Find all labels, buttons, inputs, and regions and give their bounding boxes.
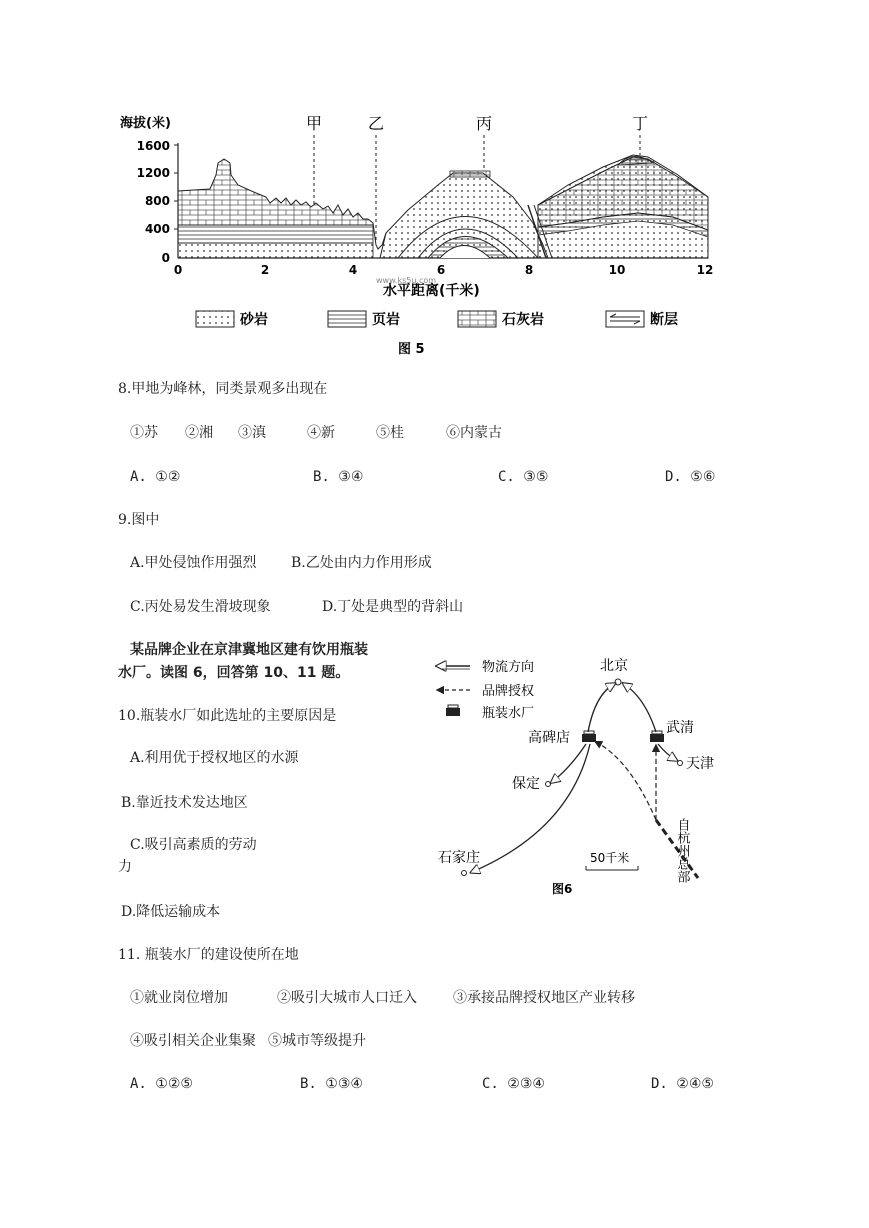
q11-item: ③承接品牌授权地区产业转移: [453, 990, 635, 1006]
q10-option-c-wrap: 力: [118, 859, 132, 875]
q11-option-d[interactable]: D. ②④⑤: [651, 1076, 714, 1092]
q11-stem: 11. 瓶装水厂的建设使所在地: [118, 947, 299, 963]
q8-option-d[interactable]: D. ⑤⑥: [665, 469, 716, 485]
x-tick: 2: [260, 263, 270, 277]
q11-item: ②吸引大城市人口迁入: [277, 990, 417, 1006]
q8-stem: 8.甲地为峰林，同类景观多出现在: [118, 381, 328, 397]
place-jia: 甲: [306, 114, 323, 133]
x-tick: 12: [696, 263, 714, 277]
y-tick: 800: [144, 194, 170, 208]
q10-option-a[interactable]: A.利用优于授权地区的水源: [130, 750, 299, 766]
q9-stem: 9.图中: [118, 512, 160, 528]
x-tick: 0: [173, 263, 183, 277]
x-ticks: [174, 263, 714, 277]
x-tick: 6: [436, 263, 446, 277]
watermark: www.ks5u.com: [376, 276, 437, 285]
figure-6-logistics-map: [430, 650, 740, 910]
y-tick: 1200: [136, 166, 170, 180]
q8-item: ⑤桂: [376, 425, 404, 441]
q10-option-c[interactable]: C.吸引高素质的劳动: [130, 837, 257, 853]
q8-option-b[interactable]: B. ③④: [313, 469, 364, 485]
fig5-legend: [196, 311, 678, 328]
figure-5-geologic-section: [118, 105, 738, 365]
x-tick: 4: [348, 263, 358, 277]
place-gaobeidian: 高碑店: [528, 730, 570, 746]
q11-option-c[interactable]: C. ②③④: [482, 1076, 545, 1092]
q8-item: ①苏: [130, 425, 158, 441]
legend-sandstone: 砂岩: [240, 312, 268, 328]
legend-fault: 断层: [650, 312, 678, 328]
fig5-caption: 图 5: [398, 342, 425, 357]
factory-wuqing: [650, 731, 664, 742]
q8-item: ②湘: [185, 425, 213, 441]
legend-brand: 品牌授权: [482, 684, 535, 699]
q9-option-c[interactable]: C.丙处易发生滑坡现象: [130, 599, 271, 615]
flow-wq-tianjin: [658, 744, 676, 760]
y-ticks: [137, 139, 170, 265]
legend-factory: 瓶装水厂: [482, 706, 535, 721]
q10-option-d[interactable]: D.降低运输成本: [121, 904, 221, 920]
q9-option-b[interactable]: B.乙处由内力作用形成: [291, 555, 432, 571]
legend-logistics: 物流方向: [482, 660, 535, 675]
q9-option-d[interactable]: D.丁处是典型的背斜山: [322, 599, 464, 615]
mountain-ding: [538, 155, 708, 258]
legend-shale: 页岩: [372, 312, 400, 328]
y-tick: 0: [161, 251, 170, 265]
place-baoding: 保定: [512, 776, 540, 792]
place-yi: 乙: [368, 114, 385, 133]
brand-to-gbd: [596, 742, 656, 820]
karst-block: [178, 159, 373, 258]
q11-item: ④吸引相关企业集聚: [130, 1033, 256, 1049]
x-tick: 10: [608, 263, 626, 277]
q8-item: ⑥内蒙古: [446, 425, 502, 441]
q10-stem: 10.瓶装水厂如此选址的主要原因是: [118, 708, 337, 724]
q10-option-b[interactable]: B.靠近技术发达地区: [121, 795, 248, 811]
factory-gaobeidian: [582, 731, 596, 742]
y-axis-label: 海拔(米): [120, 116, 171, 131]
q8-option-a[interactable]: A. ①②: [130, 469, 181, 485]
q11-option-a[interactable]: A. ①②⑤: [130, 1076, 193, 1092]
anticline-bing: [380, 171, 548, 258]
place-ding: 丁: [632, 114, 649, 133]
q11-item: ⑤城市等级提升: [268, 1033, 366, 1049]
flow-gbd-beijing: [588, 684, 614, 732]
y-tick: 1600: [136, 139, 170, 153]
place-beijing: 北京: [600, 658, 628, 674]
svg-text:50千米: 50千米: [590, 851, 630, 865]
place-wuqing: 武清: [666, 720, 694, 736]
intro-line-2: 水厂。读图 6，回答第 10、11 题。: [118, 665, 350, 681]
y-tick: 400: [144, 222, 170, 236]
legend-limestone: 石灰岩: [502, 312, 544, 328]
q8-option-c[interactable]: C. ③⑤: [498, 469, 549, 485]
place-shijiazhuang: 石家庄: [438, 850, 480, 866]
q9-option-a[interactable]: A.甲处侵蚀作用强烈: [130, 555, 257, 571]
q8-item: ③滇: [238, 425, 266, 441]
scale-bar: [586, 850, 638, 870]
place-bing: 丙: [476, 114, 493, 133]
x-axis-label: 水平距离(千米): [383, 283, 480, 299]
factory-icon: [446, 708, 460, 716]
q8-item: ④新: [307, 425, 335, 441]
q11-item: ①就业岗位增加: [130, 990, 228, 1006]
flow-gbd-baoding: [552, 744, 586, 782]
intro-line-1: 某品牌企业在京津冀地区建有饮用瓶装: [130, 642, 368, 658]
place-labels: [306, 114, 648, 133]
place-tianjin: 天津: [686, 756, 714, 772]
fig6-caption: 图6: [552, 882, 573, 896]
flow-wq-beijing: [624, 684, 656, 732]
q11-option-b[interactable]: B. ①③④: [300, 1076, 363, 1092]
source-label: 自杭州总部: [674, 818, 690, 883]
fig6-legend: [438, 659, 534, 721]
x-tick: 8: [524, 263, 534, 277]
